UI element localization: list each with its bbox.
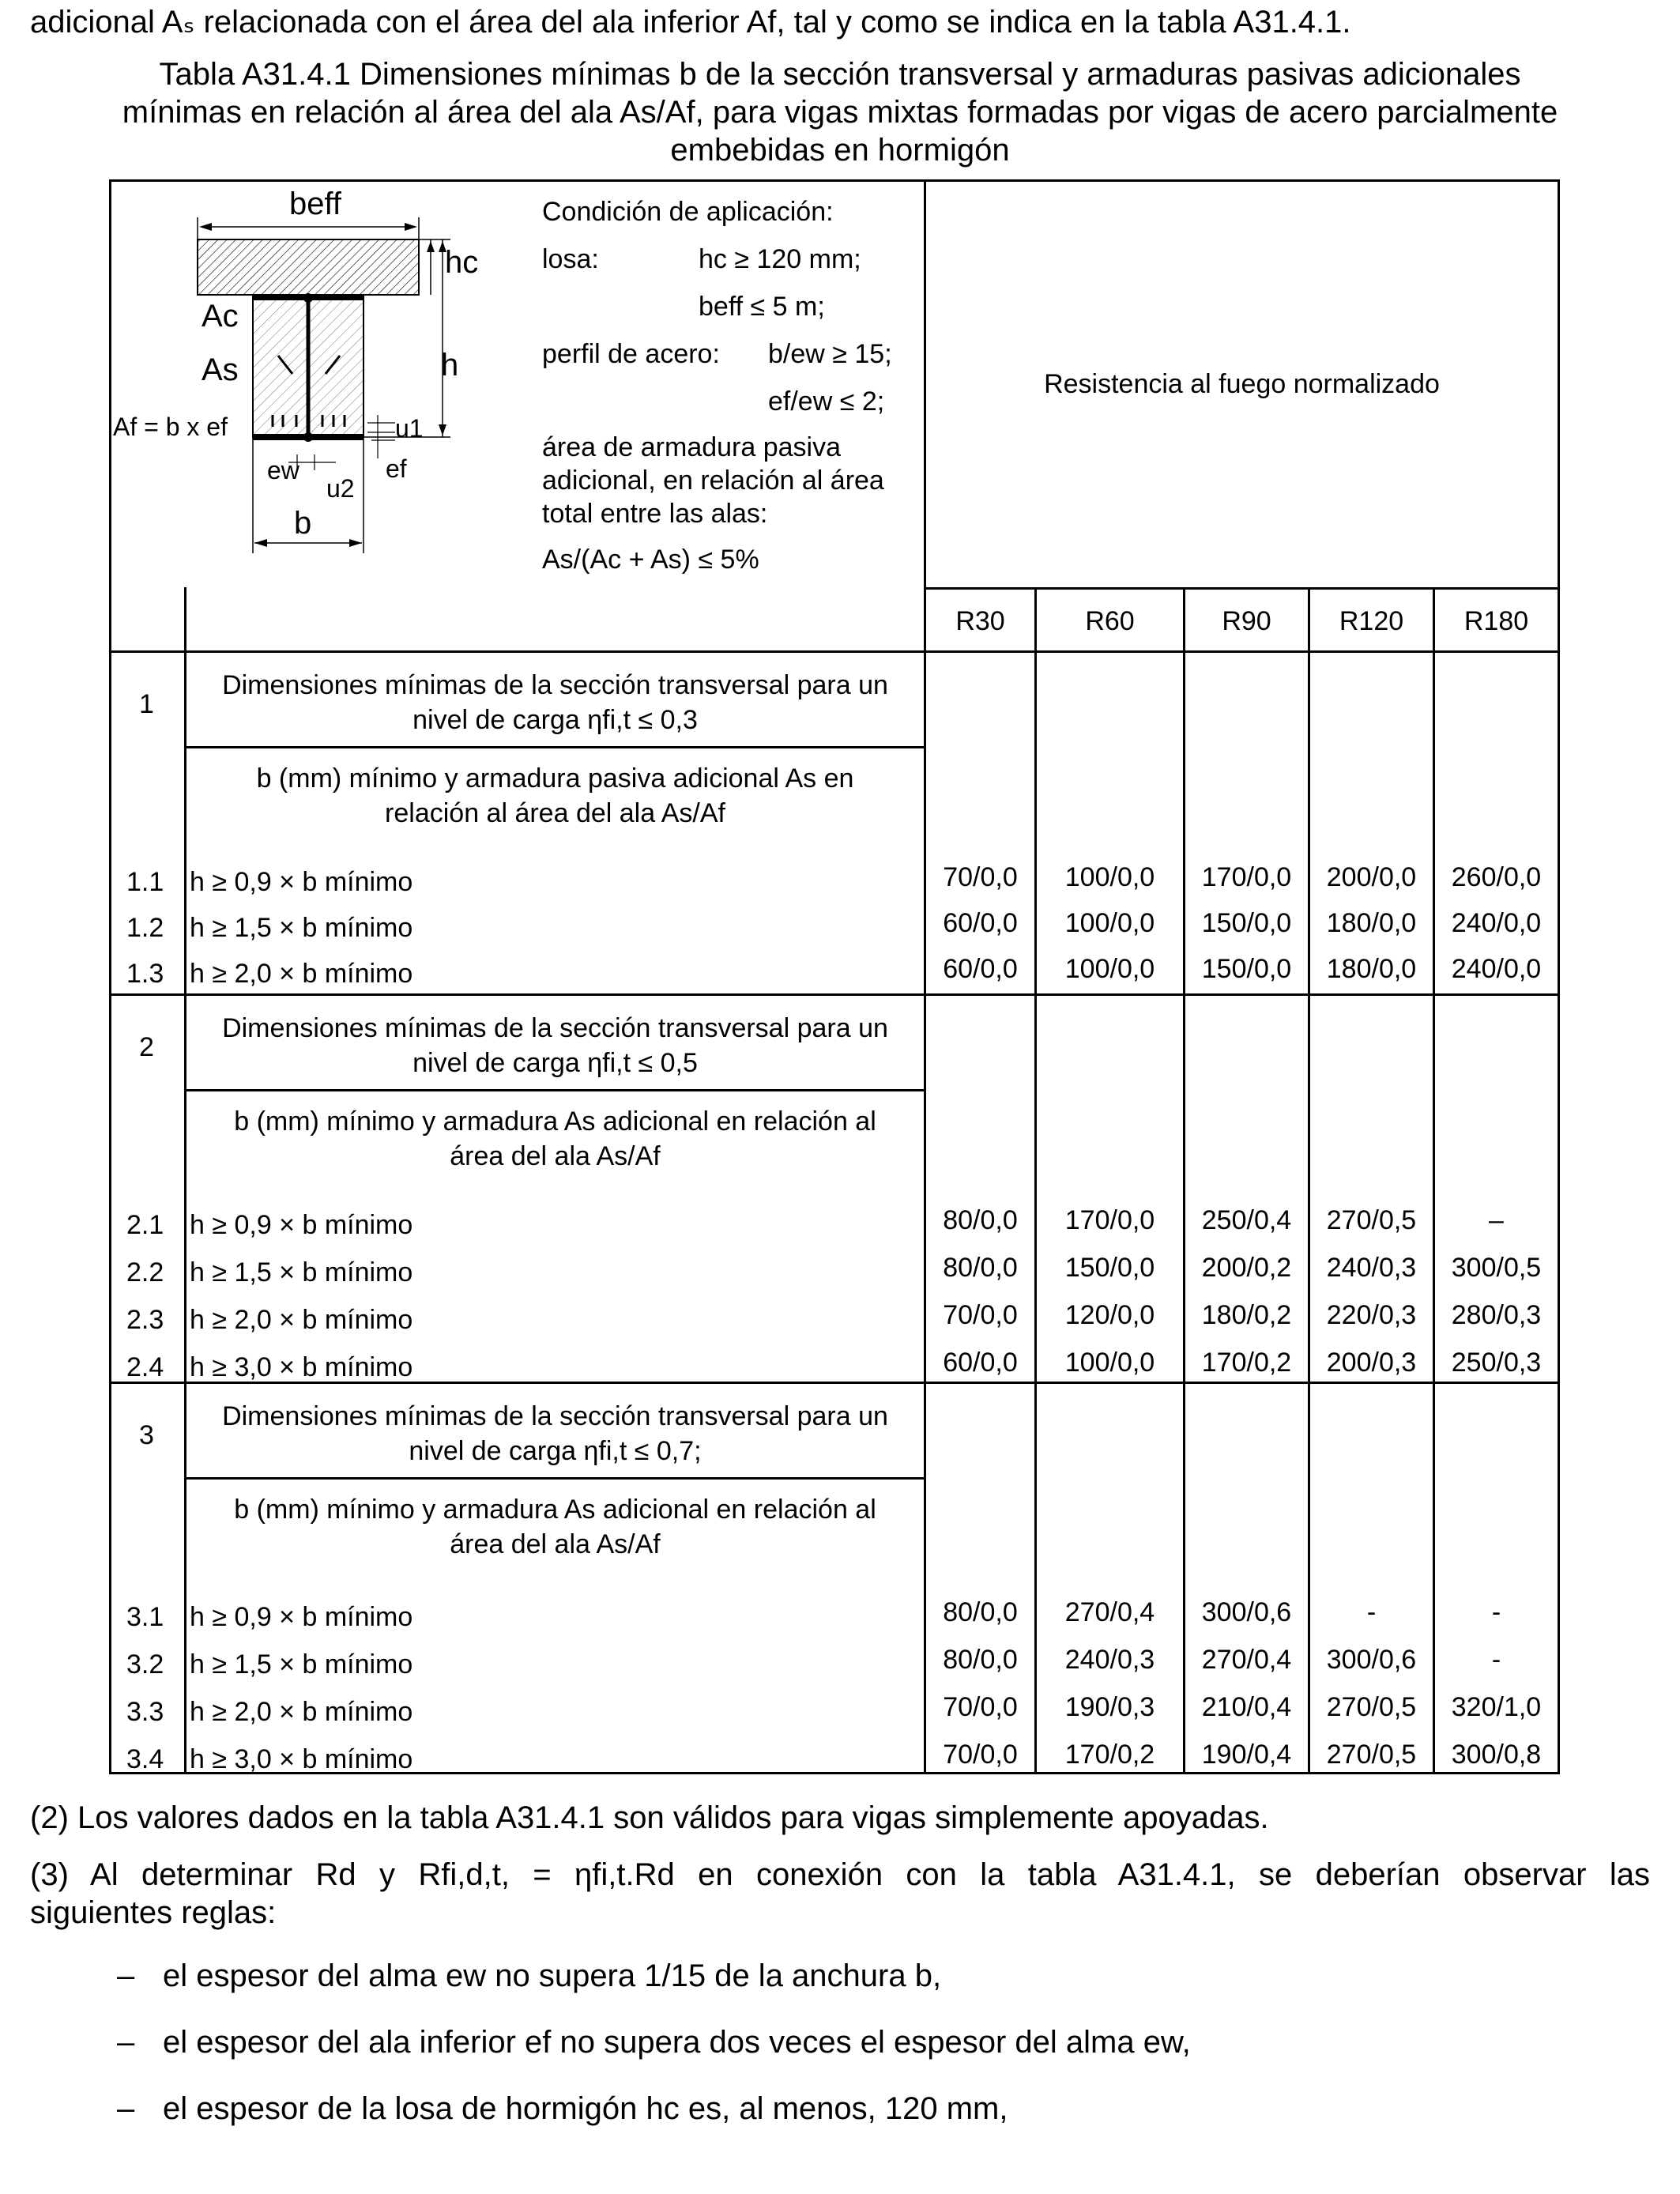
cell-r120: -	[1366, 1597, 1377, 1627]
row-number: 2.3	[126, 1305, 164, 1335]
cell-r120: 220/0,3	[1326, 1300, 1417, 1330]
column-header-r90: R90	[1222, 606, 1271, 636]
cell-r120: 200/0,3	[1326, 1348, 1417, 1378]
cell-r30: 70/0,0	[943, 862, 1018, 892]
label-hc: hc	[445, 245, 479, 280]
label-beff: beff	[289, 187, 341, 221]
conditions-area-1: área de armadura pasiva	[542, 432, 842, 462]
group-subtitle-line-1: b (mm) mínimo y armadura As adicional en relación al	[234, 1106, 876, 1137]
intro-line: adicional Aₛ relacionada con el área del ala inferior Af, tal y como se indica en la tabla A31.4.1.	[30, 5, 1351, 40]
bullet-dash: –	[117, 2091, 135, 2126]
paragraph-3-line-1: (3) Al determinar Rd y Rfi,d,t, = ηfi,t.Rd en conexión con la tabla A31.4.1, se deberían observar las	[30, 1857, 1650, 1892]
table-caption	[0, 55, 1680, 169]
cell-r90: 170/0,0	[1201, 862, 1292, 892]
row-label: h ≥ 1,5 × b mínimo	[190, 913, 413, 943]
cell-r30: 70/0,0	[943, 1300, 1018, 1330]
caption-line-2: mínimas en relación al área del ala As/Af, para vigas mixtas formadas por vigas de acero parcialmente	[122, 95, 1558, 130]
group-subtitle-line-2: área del ala As/Af	[450, 1529, 661, 1559]
group-title-line-2: nivel de carga ηfi,t ≤ 0,7;	[409, 1436, 702, 1466]
label-ef: ef	[386, 454, 407, 483]
paragraph-3-line-2: siguientes reglas:	[30, 1895, 277, 1930]
cell-r120: 300/0,6	[1326, 1645, 1417, 1675]
conditions-efew: ef/ew ≤ 2;	[768, 386, 885, 417]
row-number: 3.4	[126, 1744, 164, 1774]
cell-r30: 60/0,0	[943, 954, 1018, 984]
label-ew: ew	[267, 456, 299, 484]
cell-r30: 80/0,0	[943, 1645, 1018, 1675]
group-number: 1	[139, 689, 154, 719]
group-subtitle-line-2: área del ala As/Af	[450, 1141, 661, 1171]
column-header-r60: R60	[1085, 606, 1135, 636]
cell-r180: –	[1489, 1205, 1504, 1235]
row-number: 3.3	[126, 1697, 164, 1727]
cell-r60: 270/0,4	[1064, 1597, 1155, 1627]
row-number: 2.1	[126, 1210, 164, 1240]
cell-r90: 270/0,4	[1201, 1645, 1292, 1675]
conditions-perfil: perfil de acero:	[542, 339, 720, 369]
cell-r90: 300/0,6	[1201, 1597, 1292, 1627]
row-label: h ≥ 0,9 × b mínimo	[190, 1210, 413, 1240]
cell-r60: 100/0,0	[1064, 908, 1155, 938]
cell-r60: 100/0,0	[1064, 954, 1155, 984]
row-number: 3.2	[126, 1649, 164, 1679]
group-subtitle-line-2: relación al área del ala As/Af	[385, 798, 725, 828]
paragraph-2: (2) Los valores dados en la tabla A31.4.1 son válidos para vigas simplemente apoyadas.	[30, 1800, 1269, 1835]
cell-r120: 270/0,5	[1326, 1740, 1417, 1770]
label-af: Af = b x ef	[113, 413, 228, 441]
group-title-line-2: nivel de carga ηfi,t ≤ 0,5	[412, 1048, 698, 1078]
label-b: b	[294, 506, 312, 541]
cell-r90: 170/0,2	[1201, 1348, 1292, 1378]
group-number: 3	[139, 1420, 154, 1450]
cell-r60: 170/0,2	[1064, 1740, 1155, 1770]
row-number: 3.1	[126, 1602, 164, 1632]
cell-r180: -	[1491, 1645, 1501, 1675]
row-number: 1.2	[126, 913, 164, 943]
cell-r120: 200/0,0	[1326, 862, 1417, 892]
label-ac: Ac	[202, 299, 239, 334]
cell-r60: 240/0,3	[1064, 1645, 1155, 1675]
cell-r60: 190/0,3	[1064, 1692, 1155, 1722]
conditions-area-2: adicional, en relación al área	[542, 466, 884, 496]
cell-r30: 70/0,0	[943, 1692, 1018, 1722]
group-number: 2	[139, 1032, 154, 1062]
column-header-r180: R180	[1463, 606, 1529, 636]
conditions-area-3: total entre las alas:	[542, 499, 768, 529]
group-title-line-2: nivel de carga ηfi,t ≤ 0,3	[412, 705, 698, 735]
resistance-header: Resistencia al fuego normalizado	[1044, 369, 1440, 399]
caption-line-1: Tabla A31.4.1 Dimensiones mínimas b de la sección transversal y armaduras pasivas adicionales	[159, 57, 1521, 92]
cell-r120: 180/0,0	[1326, 954, 1417, 984]
row-number: 2.4	[126, 1352, 164, 1382]
bullet-item: el espesor del alma ew no supera 1/15 de la anchura b,	[163, 1958, 942, 1993]
cell-r30: 80/0,0	[943, 1597, 1018, 1627]
cell-r120: 270/0,5	[1326, 1692, 1417, 1722]
cell-r30: 80/0,0	[943, 1205, 1018, 1235]
group-title-line-1: Dimensiones mínimas de la sección transversal para un	[222, 1401, 888, 1431]
conditions-title: Condición de aplicación:	[542, 197, 834, 227]
group-title-line-1: Dimensiones mínimas de la sección transversal para un	[222, 670, 888, 700]
cell-r120: 180/0,0	[1326, 908, 1417, 938]
cell-r180: 300/0,8	[1451, 1740, 1542, 1770]
cell-r120: 240/0,3	[1326, 1253, 1417, 1283]
column-header-r30: R30	[955, 606, 1005, 636]
cell-r180: 240/0,0	[1451, 908, 1542, 938]
conditions-ratio: As/(Ac + As) ≤ 5%	[542, 545, 759, 575]
conditions-bew: b/ew ≥ 15;	[768, 339, 892, 369]
conditions-beff: beff ≤ 5 m;	[699, 292, 825, 322]
cell-r30: 70/0,0	[943, 1740, 1018, 1770]
cell-r120: 270/0,5	[1326, 1205, 1417, 1235]
cell-r90: 180/0,2	[1201, 1300, 1292, 1330]
row-label: h ≥ 2,0 × b mínimo	[190, 959, 413, 989]
caption-line-3: embebidas en hormigón	[670, 133, 1010, 168]
cell-r90: 200/0,2	[1201, 1253, 1292, 1283]
row-number: 2.2	[126, 1257, 164, 1287]
group-title-line-1: Dimensiones mínimas de la sección transversal para un	[222, 1013, 888, 1043]
group-subtitle-line-1: b (mm) mínimo y armadura pasiva adicional As en	[256, 763, 854, 794]
conditions-hc: hc ≥ 120 mm;	[699, 244, 861, 274]
row-label: h ≥ 2,0 × b mínimo	[190, 1305, 413, 1335]
cell-r60: 120/0,0	[1064, 1300, 1155, 1330]
cell-r180: 240/0,0	[1451, 954, 1542, 984]
cell-r90: 190/0,4	[1201, 1740, 1292, 1770]
row-label: h ≥ 1,5 × b mínimo	[190, 1257, 413, 1287]
label-u1: u1	[395, 414, 424, 443]
cell-r90: 210/0,4	[1201, 1692, 1292, 1722]
cell-r30: 60/0,0	[943, 1348, 1018, 1378]
cell-r90: 250/0,4	[1201, 1205, 1292, 1235]
cell-r180: 320/1,0	[1451, 1692, 1542, 1722]
bullet-dash: –	[117, 2025, 135, 2060]
row-label: h ≥ 1,5 × b mínimo	[190, 1649, 413, 1679]
cell-r30: 60/0,0	[943, 908, 1018, 938]
cell-r30: 80/0,0	[943, 1253, 1018, 1283]
cell-r60: 170/0,0	[1064, 1205, 1155, 1235]
row-number: 1.3	[126, 959, 164, 989]
cell-r180: -	[1491, 1597, 1501, 1627]
cell-r180: 300/0,5	[1451, 1253, 1542, 1283]
row-label: h ≥ 0,9 × b mínimo	[190, 1602, 413, 1632]
bullet-dash: –	[117, 1958, 135, 1993]
cell-r180: 250/0,3	[1451, 1348, 1542, 1378]
row-label: h ≥ 3,0 × b mínimo	[190, 1744, 413, 1774]
cell-r60: 100/0,0	[1064, 862, 1155, 892]
cell-r60: 100/0,0	[1064, 1348, 1155, 1378]
cell-r60: 150/0,0	[1064, 1253, 1155, 1283]
cell-r180: 260/0,0	[1451, 862, 1542, 892]
label-h: h	[441, 348, 459, 383]
group-subtitle-line-1: b (mm) mínimo y armadura As adicional en relación al	[234, 1495, 876, 1525]
conditions-losa: losa:	[542, 244, 599, 274]
cell-r90: 150/0,0	[1201, 908, 1292, 938]
row-label: h ≥ 3,0 × b mínimo	[190, 1352, 413, 1382]
column-header-r120: R120	[1339, 606, 1404, 636]
cell-r90: 150/0,0	[1201, 954, 1292, 984]
bullet-item: el espesor de la losa de hormigón hc es, al menos, 120 mm,	[163, 2091, 1008, 2126]
row-number: 1.1	[126, 867, 164, 897]
row-label: h ≥ 0,9 × b mínimo	[190, 867, 413, 897]
bullet-item: el espesor del ala inferior ef no supera dos veces el espesor del alma ew,	[163, 2025, 1191, 2060]
label-as: As	[202, 352, 239, 387]
row-label: h ≥ 2,0 × b mínimo	[190, 1697, 413, 1727]
cell-r180: 280/0,3	[1451, 1300, 1542, 1330]
label-u2: u2	[326, 474, 355, 503]
